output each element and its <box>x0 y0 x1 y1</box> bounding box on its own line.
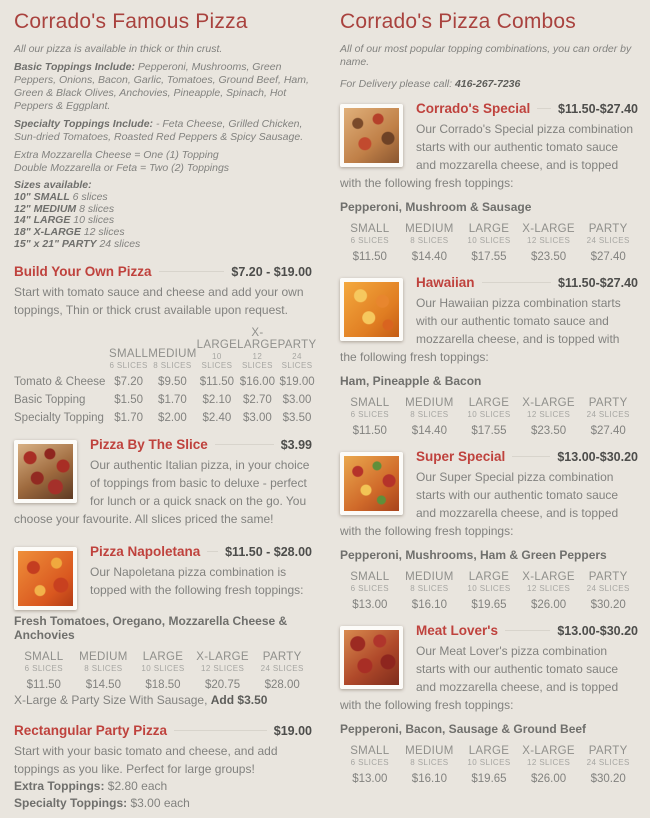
size-column: MEDIUM 8 SLICES $14.40 <box>405 223 454 263</box>
price-cell: $11.50 <box>199 375 235 388</box>
item-price-range: $11.50 - $28.00 <box>225 544 312 559</box>
price-cell: $3.00 <box>243 411 272 424</box>
size-column: MEDIUM 8 SLICES $14.50 <box>79 650 128 691</box>
size-column: LARGE 10 SLICES $17.55 <box>467 223 511 263</box>
size-item: 15" x 21" PARTY 24 slices <box>14 237 141 250</box>
size-column: X-LARGE 12 SLICES $20.75 <box>196 650 249 691</box>
menu-item-pizza-napoletana <box>14 544 312 707</box>
size-column: SMALL 6 SLICES $13.00 <box>350 571 390 611</box>
menu-item-hawaiian <box>340 275 638 439</box>
item-description: Our authentic Italian pizza, in your choice of toppings from basic to deluxe - perfect for lunch or a quick snack on the go. You choose your favourite. All slices priced the same! <box>14 457 310 526</box>
table-row-label: Basic Topping <box>14 393 86 406</box>
size-column: LARGE 10 SLICES $18.50 <box>141 650 185 691</box>
item-price: $19.00 <box>273 723 312 738</box>
price-leader <box>215 444 274 445</box>
toppings-line: Ham, Pineapple & Bacon <box>340 374 482 388</box>
item-title: Pizza By The Slice <box>90 436 208 452</box>
menu-item-meat-lovers <box>340 623 638 787</box>
item-price: $3.99 <box>280 437 312 452</box>
item-price-range: $11.50-$27.40 <box>558 102 638 116</box>
combo-pricing-table <box>340 571 638 611</box>
size-column-header: PARTY 24 SLICES <box>277 338 317 370</box>
delivery-phone: 416-267-7236 <box>454 78 521 90</box>
basic-toppings-paragraph <box>14 61 312 113</box>
item-title: Hawaiian <box>416 275 475 290</box>
size-item: 18" X-LARGE 12 slices <box>14 226 125 239</box>
size-column: LARGE 10 SLICES $19.65 <box>467 745 511 785</box>
size-column: PARTY 24 SLICES $30.20 <box>586 571 630 611</box>
price-leader <box>505 630 550 631</box>
price-cell: $3.00 <box>282 393 312 406</box>
napoletana-pricing-table <box>14 651 312 691</box>
specialty-toppings-list: - Feta Cheese, Grilled Chicken, Sun-dried Tomatoes, Roasted Red Peppers & Spicy Sausage. <box>14 118 304 143</box>
price-cell: $1.70 <box>114 411 143 424</box>
item-description: Our Super Special pizza combination starts with our authentic tomato sauce and mozzarella cheese, and is topped with the following fresh toppings: <box>340 470 619 538</box>
famous-pizza-title: Corrado's Famous Pizza <box>14 10 248 33</box>
size-column: X-LARGE 12 SLICES $26.00 <box>522 745 575 785</box>
size-column: LARGE 10 SLICES $19.65 <box>467 571 511 611</box>
menu-item-corrados-special <box>340 101 638 265</box>
price-cell: $1.50 <box>114 393 143 406</box>
super-special-photo <box>340 452 403 515</box>
price-leader <box>482 282 552 283</box>
price-leader <box>174 730 267 731</box>
size-column: SMALL 6 SLICES $11.50 <box>24 650 64 691</box>
size-column: MEDIUM 8 SLICES $16.10 <box>405 571 454 611</box>
price-cell: $19.00 <box>279 375 315 388</box>
menu-item-build-your-own <box>14 263 317 427</box>
size-column: X-LARGE 12 SLICES $23.50 <box>522 223 575 263</box>
corrados-special-photo <box>340 104 403 167</box>
size-item: 12" MEDIUM 8 slices <box>14 202 115 215</box>
mozzarella-line-1: Extra Mozzarella Cheese = One (1) Topping <box>14 149 219 161</box>
item-description: Start with your basic tomato and cheese, and add toppings as you like. Perfect for large groups! <box>14 743 278 776</box>
price-cell: $16.00 <box>239 375 275 388</box>
size-column: MEDIUM 8 SLICES $14.40 <box>405 397 454 437</box>
sizes-list <box>14 180 312 251</box>
item-price-range: $7.20 - $19.00 <box>231 264 312 279</box>
specialty-toppings-paragraph <box>14 118 312 144</box>
item-title: Pizza Napoletana <box>90 543 201 559</box>
table-row-label: Specialty Topping <box>14 411 104 424</box>
price-cell: $9.50 <box>158 375 187 388</box>
size-column: PARTY 24 SLICES $28.00 <box>260 650 304 691</box>
menu-item-super-special <box>340 449 638 613</box>
price-cell: $2.10 <box>202 393 232 406</box>
table-row-label: Tomato & Cheese <box>14 375 106 388</box>
basic-toppings-label: Basic Toppings Include: <box>14 61 135 73</box>
pizza-napoletana-photo <box>14 547 77 610</box>
size-column: LARGE 10 SLICES $17.55 <box>467 397 511 437</box>
toppings-line: Pepperoni, Bacon, Sausage & Ground Beef <box>340 722 587 736</box>
item-description: Our Meat Lover's pizza combination starts with our authentic tomato sauce and mozzarella cheese, and is topped with the following fresh toppings: <box>340 644 619 712</box>
size-column-header: LARGE 10 SLICES <box>196 338 238 370</box>
menu-item-rectangular-party <box>14 723 312 812</box>
price-cell: $1.70 <box>158 393 187 406</box>
size-column: PARTY 24 SLICES $30.20 <box>586 745 630 785</box>
price-leader <box>537 108 551 109</box>
item-title: Rectangular Party Pizza <box>14 722 168 738</box>
price-cell: $7.20 <box>114 375 143 388</box>
price-cell: $2.70 <box>243 393 272 406</box>
item-price-range: $13.00-$30.20 <box>557 450 638 464</box>
item-title: Super Special <box>416 449 506 464</box>
price-cell: $2.00 <box>158 411 187 424</box>
item-description: Our Napoletana pizza combination is topped with the following fresh toppings: <box>90 564 304 597</box>
item-description: Start with tomato sauce and cheese and add your own toppings, Thin or thick crust available upon request. <box>14 284 304 317</box>
price-cell: $3.50 <box>282 411 312 424</box>
size-column: SMALL 6 SLICES $11.50 <box>350 223 390 263</box>
sausage-note: X-Large & Party Size With Sausage, Add $3.50 <box>14 692 268 707</box>
mozzarella-note <box>14 149 312 175</box>
size-column: MEDIUM 8 SLICES $16.10 <box>405 745 454 785</box>
combo-pricing-table <box>340 223 638 263</box>
size-item: 10" SMALL 6 slices <box>14 190 108 203</box>
extra-toppings-line: Extra Toppings: $2.80 each <box>14 778 168 793</box>
size-item: 14" LARGE 10 slices <box>14 214 115 227</box>
size-column-header: X-LARGE 12 SLICES <box>237 326 278 370</box>
combo-pricing-table <box>340 397 638 437</box>
meat-lovers-photo <box>340 626 403 689</box>
price-leader <box>159 271 225 272</box>
hawaiian-photo <box>340 278 403 341</box>
toppings-line: Pepperoni, Mushrooms, Ham & Green Peppers <box>340 548 607 562</box>
price-leader <box>207 551 218 552</box>
size-column: X-LARGE 12 SLICES $23.50 <box>522 397 575 437</box>
price-leader <box>512 456 550 457</box>
size-column-header: MEDIUM 8 SLICES <box>148 347 197 370</box>
size-column-header: SMALL 6 SLICES <box>109 347 149 370</box>
size-column: X-LARGE 12 SLICES $26.00 <box>522 571 575 611</box>
item-price-range: $13.00-$30.20 <box>557 624 638 638</box>
toppings-line: Pepperoni, Mushroom & Sausage <box>340 200 532 214</box>
size-column: SMALL 6 SLICES $13.00 <box>350 745 390 785</box>
item-title: Corrado's Special <box>416 101 531 116</box>
pizza-combos-title: Corrado's Pizza Combos <box>340 10 576 33</box>
pizza-slice-photo <box>14 440 77 503</box>
build-pricing-table <box>14 326 317 427</box>
mozzarella-line-2: Double Mozzarella or Feta = Two (2) Toppings <box>14 162 230 174</box>
size-column: SMALL 6 SLICES $11.50 <box>350 397 390 437</box>
toppings-line: Fresh Tomatoes, Oregano, Mozzarella Cheese & Anchovies <box>14 613 288 642</box>
item-description: Our Corrado's Special pizza combination starts with our authentic tomato sauce and mozzarella cheese, and is topped with the following fresh toppings: <box>340 122 634 190</box>
item-price-range: $11.50-$27.40 <box>558 276 638 290</box>
specialty-toppings-label: Specialty Toppings Include: <box>14 118 154 130</box>
combos-intro: All of our most popular topping combinations, you can order by name. <box>340 43 632 68</box>
item-description: Our Hawaiian pizza combination starts with our authentic tomato sauce and mozzarella cheese, and is topped with the following fresh toppings: <box>340 296 621 364</box>
combo-pricing-table <box>340 745 638 785</box>
delivery-line: For Delivery please call: 416-267-7236 <box>340 78 521 90</box>
sizes-available-label: Sizes available: <box>14 179 92 191</box>
menu-item-pizza-by-the-slice <box>14 437 312 534</box>
item-title: Meat Lover's <box>416 623 498 638</box>
size-column: PARTY 24 SLICES $27.40 <box>586 397 630 437</box>
price-cell: $2.40 <box>202 411 232 424</box>
item-title: Build Your Own Pizza <box>14 263 152 279</box>
basic-toppings-list: Pepperoni, Mushrooms, Green Peppers, Onions, Bacon, Garlic, Tomatoes, Ground Beef, Ham, Green & Black Olives, Anchovies, Pineapple, Spinach, Hot Peppers & Eggplant. <box>14 61 309 112</box>
specialty-toppings-line: Specialty Toppings: $3.00 each <box>14 795 190 810</box>
crust-intro: All our pizza is available in thick or thin crust. <box>14 43 223 55</box>
size-column: PARTY 24 SLICES $27.40 <box>586 223 630 263</box>
